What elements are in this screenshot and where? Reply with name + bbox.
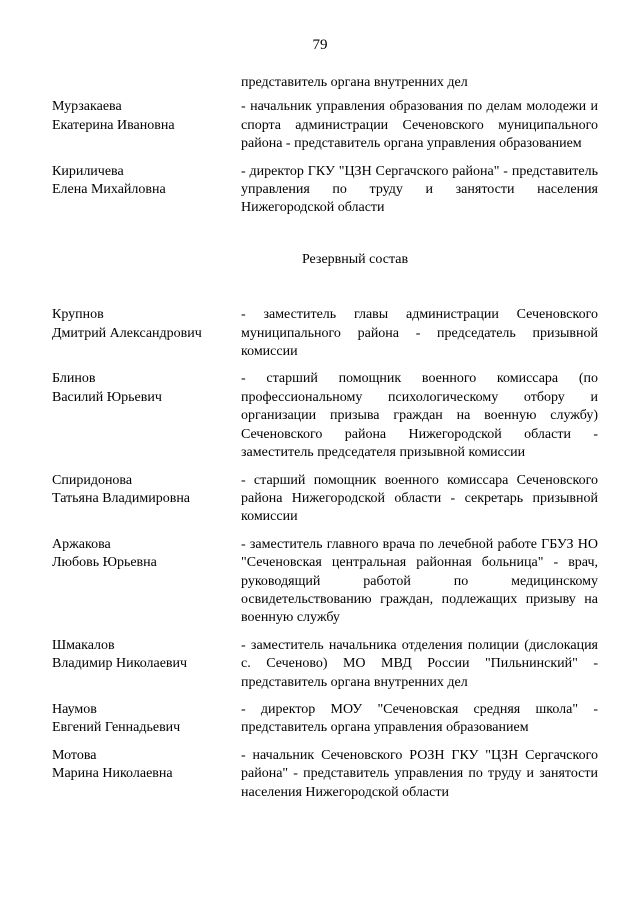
reserve-members-list [52, 306, 598, 802]
member-row [52, 747, 598, 802]
member-role: - старший помощник военного комиссара Сеченовского района Нижегородской области - секретарь призывной комиссии [241, 472, 598, 525]
member-name [52, 472, 241, 527]
member-role: - начальник управления образования по делам молодежи и спорта администрации Сеченовского муниципального района - представитель органа управления образованием [241, 99, 598, 152]
member-given-name: Евгений Геннадьевич [52, 720, 181, 736]
member-name [52, 306, 241, 361]
member-name [52, 536, 241, 628]
member-name [52, 98, 241, 153]
continuation-row [52, 74, 598, 92]
member-surname: Спиридонова [52, 472, 133, 488]
member-row [52, 472, 598, 527]
member-role: - директор ГКУ "ЦЗН Сергачского района" - представитель управления по труду и занятости населения Нижегородской области [241, 163, 598, 216]
member-role: - начальник Сеченовского РОЗН ГКУ "ЦЗН Сергачского района" - представитель управления по труду и занятости населения Нижегородской области [241, 747, 598, 800]
member-surname: Мурзакаева [52, 99, 122, 115]
member-given-name: Василий Юрьевич [52, 389, 162, 405]
member-surname: Наумов [52, 701, 97, 717]
member-given-name: Дмитрий Александрович [52, 325, 202, 341]
member-row [52, 701, 598, 738]
member-name [52, 747, 241, 802]
document-body [52, 74, 598, 802]
member-given-name: Елена Михайловна [52, 182, 166, 198]
member-row [52, 163, 598, 218]
member-row [52, 536, 598, 628]
member-row [52, 370, 598, 462]
member-row [52, 306, 598, 361]
member-name [52, 637, 241, 692]
member-name [52, 370, 241, 462]
continuation-text: представитель органа внутренних дел [241, 75, 468, 90]
page-number: 79 [312, 37, 328, 53]
member-given-name: Екатерина Ивановна [52, 117, 175, 133]
member-role: - заместитель главы администрации Сеченовского муниципального района - председатель призывной комиссии [241, 307, 598, 360]
member-surname: Мотова [52, 747, 97, 763]
member-given-name: Татьяна Владимировна [52, 490, 191, 506]
member-given-name: Любовь Юрьевна [52, 555, 157, 571]
member-role: - заместитель начальника отделения полиции (дислокация с. Сеченово) МО МВД России "Пильнинский" - представитель органа внутренних дел [241, 637, 598, 690]
member-row [52, 98, 598, 153]
member-role: - заместитель главного врача по лечебной работе ГБУЗ НО "Сеченовская центральная районная больница" - врач, руководящий работой по медицинскому освидетельствованию граждан, подлежащих призыву на военную службу [241, 536, 598, 626]
member-given-name: Владимир Николаевич [52, 656, 188, 672]
member-name [52, 701, 241, 738]
member-surname: Блинов [52, 371, 96, 387]
member-surname: Кириличева [52, 163, 124, 179]
member-role: - директор МОУ "Сеченовская средняя школа" - представитель органа управления образованием [241, 701, 598, 736]
member-surname: Шмакалов [52, 637, 115, 653]
member-given-name: Марина Николаевна [52, 766, 173, 782]
main-members-list [52, 98, 598, 217]
member-surname: Аржакова [52, 536, 111, 552]
member-surname: Крупнов [52, 307, 104, 323]
member-role: - старший помощник военного комиссара (по профессиональному психологическому отбору и организации призыва граждан на военную службу) Сеченовского района Нижегородской области - заместитель председателя призывной комиссии [241, 371, 598, 461]
reserve-section-title: Резервный состав [301, 251, 409, 267]
member-row [52, 637, 598, 692]
member-name [52, 163, 241, 218]
